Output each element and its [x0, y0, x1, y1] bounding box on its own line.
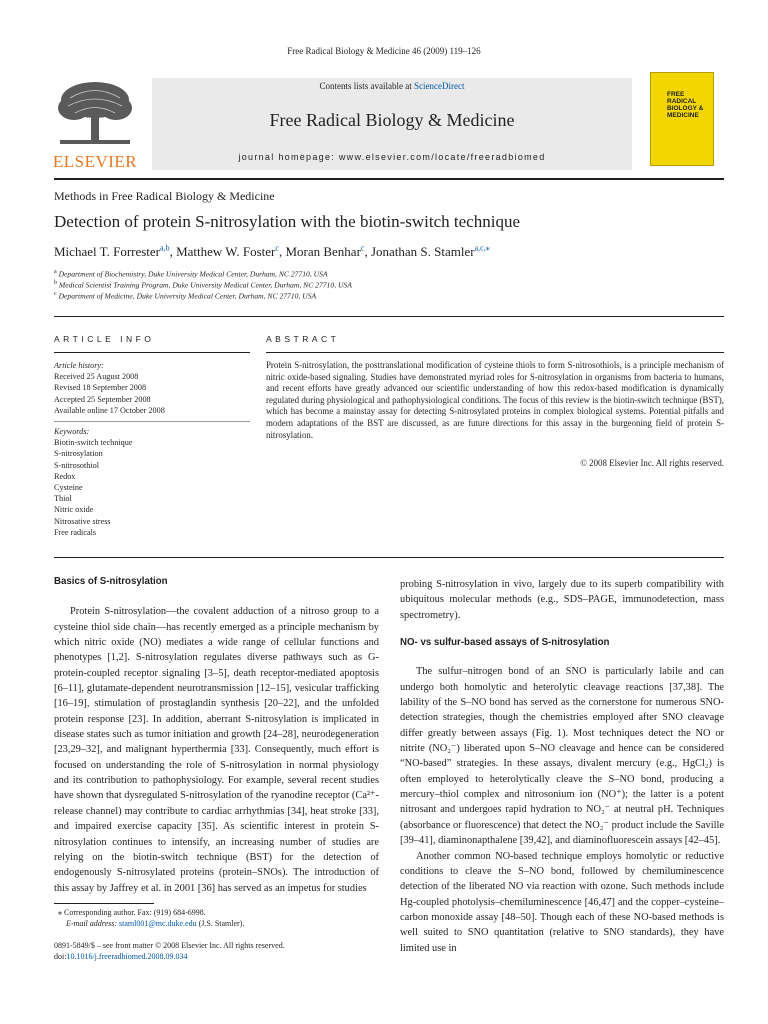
author: Jonathan S. Stamler$^{a,c,⁎}$	[370, 244, 490, 260]
running-header: Free Radical Biology & Medicine 46 (2009) 119–126	[287, 46, 481, 56]
article-info-rule	[54, 352, 250, 353]
keywords	[54, 426, 132, 538]
sciencedirect-link[interactable]: ScienceDirect	[414, 81, 465, 91]
history-label: Article history:	[54, 361, 104, 370]
affiliation: $^a$ Department of Biochemistry, Duke University Medical Center, Durham, NC 27710, USA	[54, 269, 328, 279]
abstract-text: Protein S-nitrosylation, the posttranslational modification of cysteine thiols to form S-nitrosothiols, is a principle mechanism of nitric oxide-based signaling. Studies have demonstrated myriad roles for S-nitrosylation in organisms from bacteria to humans, and recent efforts have greatly advanced our scientific understanding of how this redox-based modification is dynamically regulated during physiological and pathophysiological conditions. The focus of this review is the biotin-switch technique (BST), which has become a mainstay assay for detecting S-nitrosylated proteins in complex biological systems. Potential pitfalls and modern adaptations of the BST are discussed, as are future directions for this assay in the burgeoning field of protein S-nitrosylation.	[266, 360, 724, 440]
footnote-rule	[54, 903, 154, 904]
cover-line: FREE	[667, 91, 685, 98]
contents-prefix: Contents lists available at	[319, 81, 412, 91]
keyword: Nitric oxide	[54, 505, 94, 515]
author-list	[54, 244, 490, 260]
header-rule	[54, 178, 724, 180]
keyword: Free radicals	[54, 527, 97, 537]
article-title: Detection of protein S-nitrosylation with the biotin-switch technique	[54, 212, 520, 231]
affiliation: $^b$ Medical Scientist Training Program, Duke University Medical Center, Durham, NC 27710, USA	[54, 280, 352, 290]
paragraph: probing S-nitrosylation in vivo, largely due to its superb compatibility with ubiquitous molecular methods (e.g., SDS–PAGE, immunodetection, mass spectrometry).	[400, 579, 724, 621]
cover-line: RADICAL	[667, 98, 697, 105]
keyword: Cysteine	[54, 483, 83, 493]
issn-line: 0891-5849/$ – see front matter © 2008 Elsevier Inc. All rights reserved.	[54, 941, 285, 950]
keyword: S-nitrosothiol	[54, 460, 100, 470]
keyword: Thiol	[54, 494, 72, 504]
keyword: S-nitrosylation	[54, 449, 103, 459]
article-history	[54, 360, 165, 416]
email-note: E-mail address: staml001@mc.duke.edu (J.S. Stamler).	[66, 919, 245, 928]
section-heading-no-assays: NO- vs sulfur-based assays of S-nitrosylation	[400, 637, 610, 649]
author: Moran Benhar$^c$,	[285, 244, 371, 260]
journal-banner	[152, 78, 632, 170]
article-info-heading: ARTICLE INFO	[54, 334, 155, 344]
corresponding-author-note: ⁎ Corresponding author. Fax: (919) 684-6998.	[58, 908, 206, 917]
contents-line	[152, 81, 632, 91]
abstract-copyright: © 2008 Elsevier Inc. All rights reserved.	[580, 458, 724, 468]
section-heading-basics: Basics of S-nitrosylation	[54, 576, 168, 587]
abstract-heading: ABSTRACT	[266, 334, 340, 344]
body-left-column	[54, 574, 379, 894]
journal-homepage[interactable]: journal homepage: www.elsevier.com/locate/freeradbiomed	[238, 152, 546, 162]
keywords-label: Keywords:	[54, 427, 90, 436]
history-item: Revised 18 September 2008	[54, 383, 147, 393]
article-series: Methods in Free Radical Biology & Medicine	[54, 189, 275, 203]
info-divider	[54, 421, 250, 422]
body-right-column	[400, 577, 724, 954]
doi-link[interactable]: 10.1016/j.freeradbiomed.2008.09.034	[66, 952, 188, 961]
keyword: Redox	[54, 471, 76, 481]
author: Matthew W. Foster$^c$,	[176, 244, 286, 260]
history-item: Received 25 August 2008	[54, 372, 139, 382]
keyword: Nitrosative stress	[54, 516, 111, 526]
journal-cover-image	[650, 72, 714, 166]
paragraph: Protein S-nitrosylation—the covalent adduction of a nitroso group to a cysteine thiol side chain—has recently emerged as a principle mechanism by which nitric oxide (NO) mediates a wide range of cellular functions and phenotypes [1,2]. S-nitrosylation regulates diverse pathways such as G-protein-coupled receptor signaling [3–5], death receptor-mediated apoptosis [6–11], glutamate-dependent neurotransmission [12–15], vesicular trafficking [16–19], stimulation of prostaglandin synthesis [20–22], and the unfolded protein response [23]. In addition, aberrant S-nitrosylation is implicated in disease states such as tumor initiation and growth [24–28], neurodegeneration [23,29–32], and malignant hyperthermia [33]. Consequently, much effort is focused on understanding the role of S-nitrosylation in normal physiology and its contribution to pathophysiology. For example, several recent studies have shown that dysregulated S-nitrosylation of the ryanodine receptor (Ca²⁺-release channel) may contribute to cardiac arrhythmias [34], heat stroke [33], and impaired exercise capacity [35]. As scientific interest in protein S-nitrosylation continues to intensify, an increasing number of studies are relying on the biotin-switch technique (BST) for the detection of endogenously S-nitrosylated proteins (protein–SNOs). The introduction of this assay by Jaffrey et al. in 2001 [36] has served as an impetus for studies	[54, 606, 379, 894]
title-rule	[54, 316, 724, 317]
abstract-rule	[266, 352, 724, 353]
abstract-end-rule	[54, 557, 724, 558]
email-link[interactable]: staml001@mc.duke.edu	[119, 919, 197, 928]
author: Michael T. Forrester$^{a,b}$,	[54, 244, 177, 260]
journal-title: Free Radical Biology & Medicine	[269, 110, 515, 130]
cover-line: BIOLOGY &	[667, 105, 704, 112]
paragraph: The sulfur–nitrogen bond of an SNO is particularly labile and can undergo both homolytic and heterolytic cleavage reactions [37,38]. The lability of the S–NO bond has served as the cornerstone for numerous SNO-detection strategies, though the chemistries employed after SNO cleavage differ greatly between assays (Fig. 1). Most techniques detect the NO or nitrite (NO₂⁻) liberated upon S–NO cleavage and hence can be considered “NO-based” strategies. In these assays, divalent mercury (e.g., HgCl₂) is often employed to heterolytically cleave the S–NO bond, producing a mercury–thiol complex and nitrosonium ion (NO⁺); the latter is a potent nitrosant and undergoes rapid hydration to NO₂⁻ at neutral pH. Techniques (absorbance or fluorescence) that detect the NO₂⁻ product include the Saville [39–41], diaminonapthalene [39,42], and diaminofluorescein assays [42–45].	[400, 666, 724, 847]
paragraph: Another common NO-based technique employs homolytic or reductive conditions to cleave the S–NO bond, followed by chemiluminescence detection of the liberated NO via reaction with ozone. Such methods include Hg-coupled photolysis–chemiluminescence [46,47] and the copper–cysteine–carbon monoxide assay [48–50]. Though each of these NO-based methods is well suited to SNO quantitation (relative to SNO standards), they have limited use in	[400, 850, 724, 954]
history-item: Accepted 25 September 2008	[54, 394, 151, 404]
affiliation: $^c$ Department of Medicine, Duke University Medical Center, Durham, NC 27710, USA	[54, 291, 317, 301]
publisher-name: ELSEVIER	[52, 152, 138, 171]
doi-line: doi:10.1016/j.freeradbiomed.2008.09.034	[54, 952, 188, 961]
keyword: Biotin-switch technique	[54, 438, 133, 448]
history-item: Available online 17 October 2008	[54, 405, 165, 415]
cover-line: MEDICINE	[667, 112, 699, 119]
